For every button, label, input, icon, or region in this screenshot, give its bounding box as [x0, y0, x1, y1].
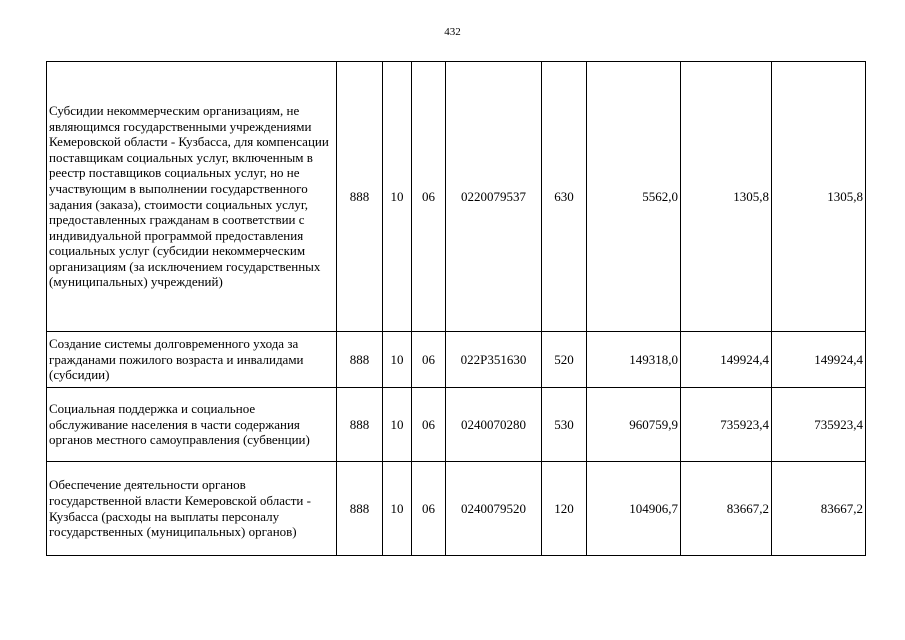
section-code: 10	[383, 332, 412, 388]
amount-2: 149924,4	[681, 332, 772, 388]
page-number: 432	[444, 26, 461, 38]
subsection-code: 06	[412, 462, 446, 556]
table-row	[47, 462, 866, 556]
row-name: Обеспечение деятельности органов государственной власти Кемеровской области - Кузбасса (расходы на выплаты персоналу государственных (муниципальных) органов)	[47, 462, 337, 556]
budget-table	[46, 61, 866, 556]
target-code: 0220079537	[446, 62, 542, 332]
ministry-code: 888	[337, 332, 383, 388]
section-code: 10	[383, 62, 412, 332]
amount-1: 5562,0	[587, 62, 681, 332]
table-row	[47, 388, 866, 462]
amount-2: 735923,4	[681, 388, 772, 462]
row-name: Субсидии некоммерческим организациям, не являющимся государственными учреждениями Кемеровской области - Кузбасса, для компенсации поставщикам социальных услуг, включенным в реестр поставщиков социальных услуг, но не участвующим в выполнении государственного задания (заказа), стоимости социальных услуг, предоставленных гражданам в соответствии с индивидуальной программой предоставления социальных услуг (субсидии некоммерческим организациям (за исключением государственных (муниципальных) учреждений)	[47, 62, 337, 332]
expense-type-code: 120	[542, 462, 587, 556]
table-row	[47, 332, 866, 388]
row-name: Социальная поддержка и социальное обслуживание населения в части содержания органов местного самоуправления (субвенции)	[47, 388, 337, 462]
expense-type-code: 520	[542, 332, 587, 388]
target-code: 022Р351630	[446, 332, 542, 388]
amount-1: 960759,9	[587, 388, 681, 462]
target-code: 0240079520	[446, 462, 542, 556]
ministry-code: 888	[337, 462, 383, 556]
section-code: 10	[383, 388, 412, 462]
expense-type-code: 530	[542, 388, 587, 462]
amount-3: 735923,4	[772, 388, 866, 462]
subsection-code: 06	[412, 62, 446, 332]
expense-type-code: 630	[542, 62, 587, 332]
section-code: 10	[383, 462, 412, 556]
target-code: 0240070280	[446, 388, 542, 462]
table-row	[47, 62, 866, 332]
ministry-code: 888	[337, 62, 383, 332]
ministry-code: 888	[337, 388, 383, 462]
amount-1: 104906,7	[587, 462, 681, 556]
amount-3: 83667,2	[772, 462, 866, 556]
subsection-code: 06	[412, 388, 446, 462]
amount-1: 149318,0	[587, 332, 681, 388]
subsection-code: 06	[412, 332, 446, 388]
row-name: Создание системы долговременного ухода за гражданами пожилого возраста и инвалидами (субсидии)	[47, 332, 337, 388]
amount-3: 149924,4	[772, 332, 866, 388]
amount-2: 83667,2	[681, 462, 772, 556]
amount-3: 1305,8	[772, 62, 866, 332]
amount-2: 1305,8	[681, 62, 772, 332]
